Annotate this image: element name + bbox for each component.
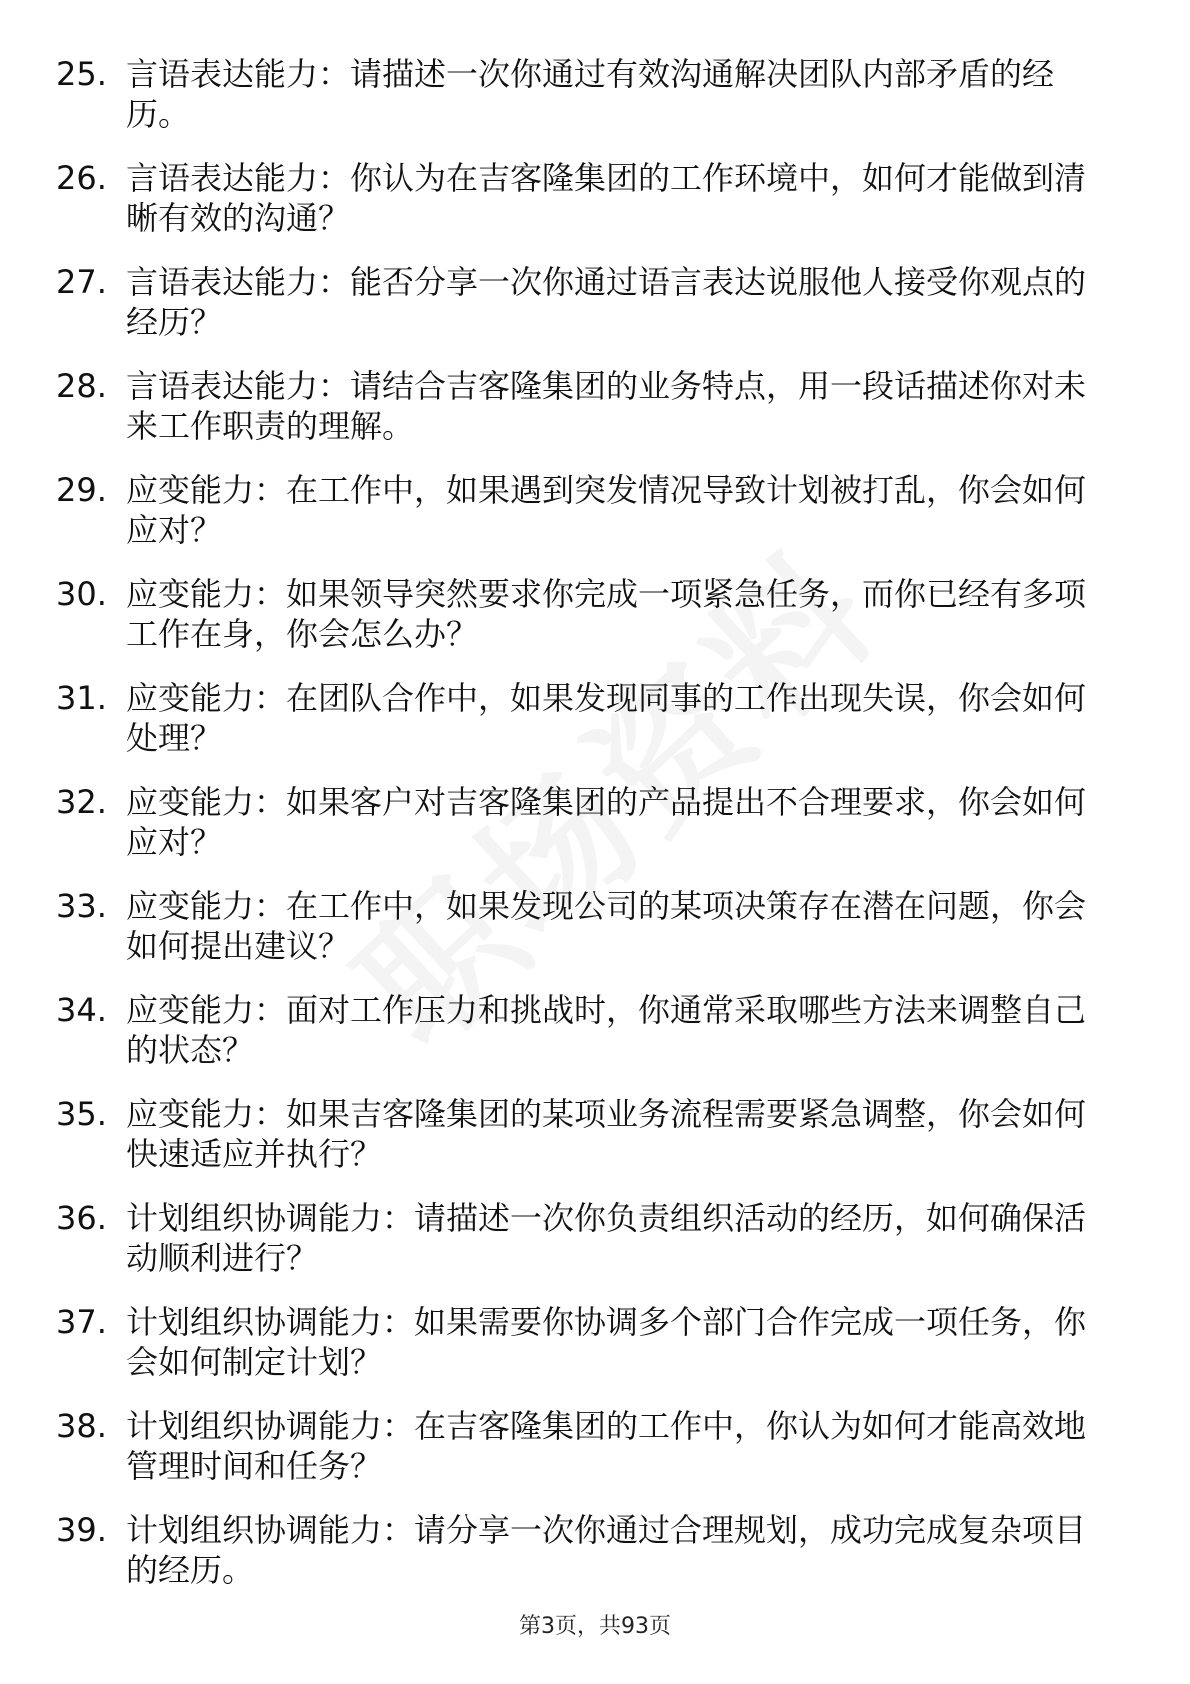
list-item <box>56 990 1126 1094</box>
list-item <box>56 678 1126 782</box>
question-text: 应变能力：在团队合作中，如果发现同事的工作出现失误，你会如何处理？ <box>126 679 1087 757</box>
page-footer: 第3页，共93页 <box>519 1614 671 1639</box>
question-number: 28. <box>56 367 107 405</box>
question-number: 34. <box>56 991 107 1029</box>
list-item <box>56 470 1126 574</box>
question-number: 32. <box>56 783 107 821</box>
question-text: 言语表达能力：请描述一次你通过有效沟通解决团队内部矛盾的经历。 <box>126 55 1055 133</box>
question-text: 应变能力：如果客户对吉客隆集团的产品提出不合理要求，你会如何应对？ <box>126 783 1087 861</box>
question-text: 言语表达能力：你认为在吉客隆集团的工作环境中，如何才能做到清晰有效的沟通？ <box>126 159 1087 237</box>
list-item <box>56 1302 1126 1406</box>
question-text: 计划组织协调能力：如果需要你协调多个部门合作完成一项任务，你会如何制定计划？ <box>126 1303 1087 1381</box>
list-item <box>56 366 1126 470</box>
question-text: 计划组织协调能力：请描述一次你负责组织活动的经历，如何确保活动顺利进行？ <box>126 1199 1087 1277</box>
question-number: 36. <box>56 1199 107 1237</box>
question-number: 33. <box>56 887 107 925</box>
question-text: 计划组织协调能力：在吉客隆集团的工作中，你认为如何才能高效地管理时间和任务？ <box>126 1407 1087 1485</box>
question-number: 38. <box>56 1407 107 1445</box>
list-item <box>56 574 1126 678</box>
question-text: 计划组织协调能力：请分享一次你通过合理规划，成功完成复杂项目的经历。 <box>126 1511 1087 1589</box>
question-number: 35. <box>56 1095 107 1133</box>
question-text: 应变能力：在工作中，如果遇到突发情况导致计划被打乱，你会如何应对？ <box>126 471 1087 549</box>
list-item <box>56 782 1126 886</box>
question-number: 31. <box>56 679 107 717</box>
question-number: 39. <box>56 1511 107 1549</box>
list-item <box>56 1510 1126 1614</box>
list-item <box>56 886 1126 990</box>
question-number: 30. <box>56 575 107 613</box>
list-item <box>56 262 1126 366</box>
list-item <box>56 1406 1126 1510</box>
question-number: 25. <box>56 55 107 93</box>
question-number: 27. <box>56 263 107 301</box>
question-text: 应变能力：面对工作压力和挑战时，你通常采取哪些方法来调整自己的状态？ <box>126 991 1087 1069</box>
question-list <box>56 54 1126 1614</box>
list-item <box>56 1198 1126 1302</box>
question-text: 应变能力：如果领导突然要求你完成一项紧急任务，而你已经有多项工作在身，你会怎么办？ <box>126 575 1087 653</box>
question-number: 29. <box>56 471 107 509</box>
question-text: 应变能力：如果吉客隆集团的某项业务流程需要紧急调整，你会如何快速适应并执行？ <box>126 1095 1087 1173</box>
list-item <box>56 158 1126 262</box>
list-item <box>56 54 1126 158</box>
question-text: 言语表达能力：请结合吉客隆集团的业务特点，用一段话描述你对未来工作职责的理解。 <box>126 367 1087 445</box>
question-text: 言语表达能力：能否分享一次你通过语言表达说服他人接受你观点的经历？ <box>126 263 1087 341</box>
question-number: 26. <box>56 159 107 197</box>
question-text: 应变能力：在工作中，如果发现公司的某项决策存在潜在问题，你会如何提出建议？ <box>126 887 1087 965</box>
question-number: 37. <box>56 1303 107 1341</box>
list-item <box>56 1094 1126 1198</box>
